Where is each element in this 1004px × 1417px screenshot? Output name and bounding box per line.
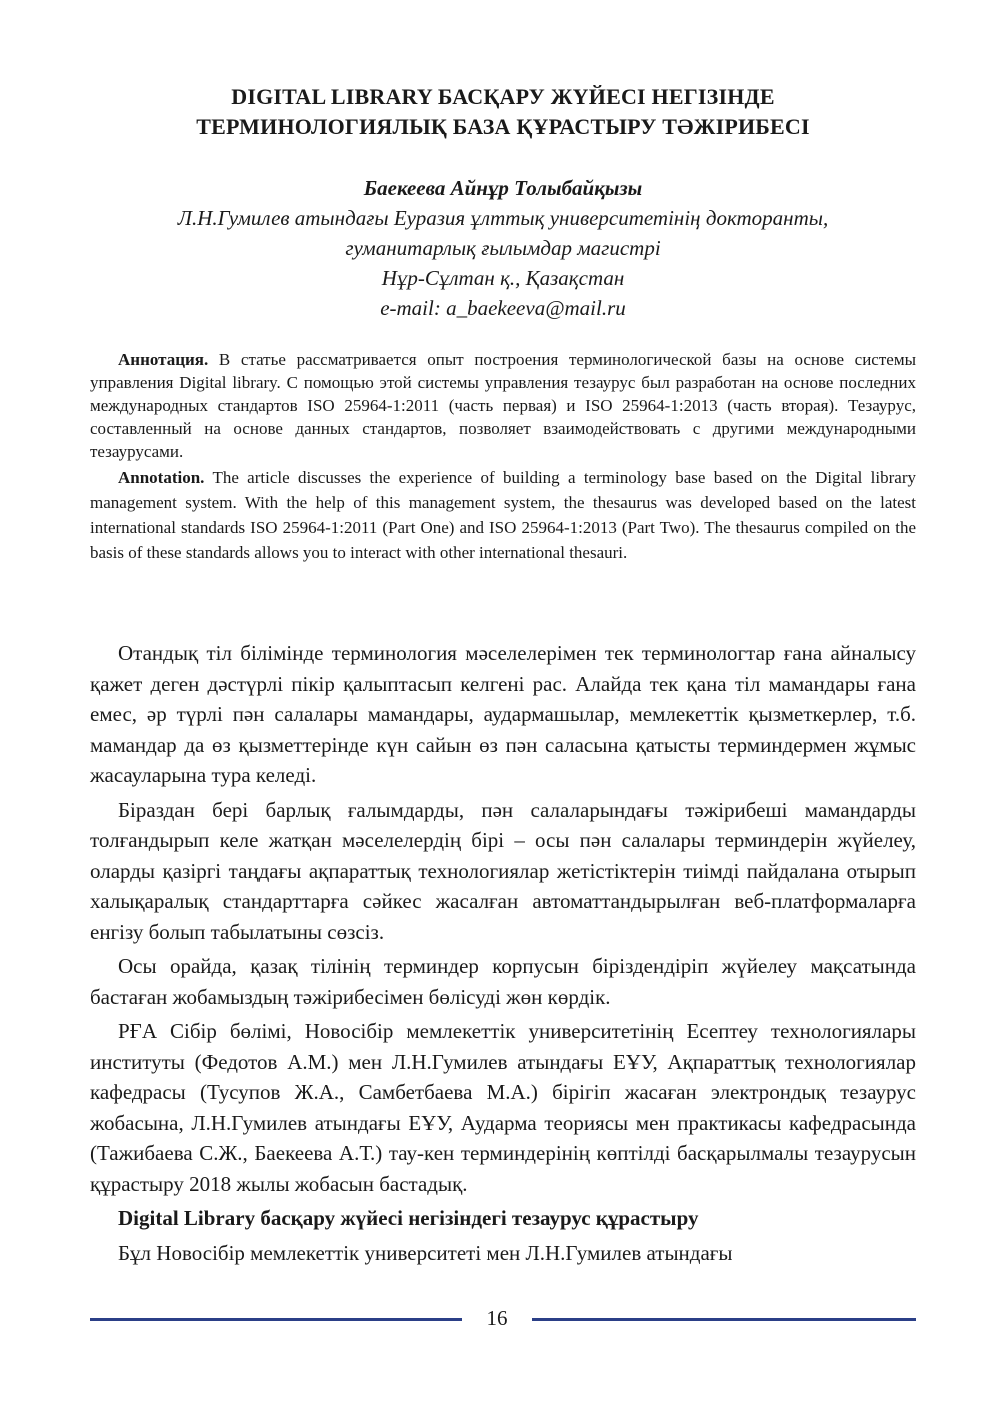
abstract-section: [90, 348, 916, 565]
author-affiliation-line-2: гуманитарлық ғылымдар магистрі: [345, 236, 661, 260]
author-location: Нұр-Сұлтан қ., Қазақстан: [381, 266, 625, 290]
body-paragraph-1: Отандық тіл білімінде терминология мәселелерімен тек терминологтар ғана айналысу қажет деген дәстүрлі пікір қалыптасып келгені рас. Алайда тек қана тіл мамандары ғана емес, әр түрлі пән салалары мамандары, аудармашылар, мемлекеттік қызметкерлер, т.б. мамандар да өз қызметтерінде күн сайын өз пән саласына қатысты терминдермен жұмыс жасауларына тура келеді.: [90, 641, 916, 787]
abstract-russian-label: Аннотация.: [118, 350, 209, 369]
abstract-english: [90, 465, 916, 565]
footer-rule-right: [532, 1318, 916, 1321]
section-heading: Digital Library басқару жүйесі негізіндегі тезаурус құрастыру: [118, 1206, 699, 1230]
title-line-1: DIGITAL LIBRARY БАСҚАРУ ЖҮЙЕСІ НЕГІЗІНДЕ: [231, 84, 775, 109]
body-paragraph-2: Біраздан бері барлық ғалымдарды, пән салаларындағы тәжірибеші мамандарды толғандырып келе жатқан мәселелердің бірі – осы пән салалары терминдерін жүйелеу, оларды қазіргі таңдағы ақпараттық технологиялар жетістіктерін тиімді пайдалана отырып халықаралық стандарттарға сәйкес жасалған автоматтандырылған веб-платформаларға енгізу болып табылатыны сөзсіз.: [90, 797, 916, 944]
article-body: [90, 638, 916, 1272]
author-affiliation-line-1: Л.Н.Гумилев атындағы Еуразия ұлттық университетінің докторанты,: [177, 206, 829, 230]
body-paragraph-3: Осы орайда, қазақ тілінің терминдер корпусын біріздендіріп жүйелеу мақсатында бастаған жобамыздың тәжірибесімен бөлісуді жөн көрдік.: [90, 954, 916, 1009]
page-number: 16: [486, 1306, 508, 1330]
abstract-russian: [90, 348, 916, 463]
footer-rule-left: [90, 1318, 462, 1321]
abstract-russian-text: В статье рассматривается опыт построения терминологической базы на основе системы управления Digital library. С помощью этой системы управления тезаурус был разработан на основе последних международных стандартов ISO 25964-1:2011 (часть первая) и ISO 25964-1:2013 (часть вторая). Тезаурус, составленный на основе данных стандартов, позволяет взаимодействовать с другими международными тезаурусами.: [90, 350, 916, 461]
page-footer: [90, 1303, 916, 1333]
author-block: [90, 173, 916, 323]
article-title: [90, 82, 916, 142]
author-email: e-mail: a_baekeeva@mail.ru: [380, 296, 626, 320]
body-paragraph-5: Бұл Новосібір мемлекеттік университеті мен Л.Н.Гумилев атындағы: [118, 1240, 733, 1265]
body-paragraph-4: РҒА Сібір бөлімі, Новосібір мемлекеттік университетінің Есептеу технологиялары институты (Федотов А.М.) мен Л.Н.Гумилев атындағы ЕҰУ, Ақпараттық технологиялар кафедрасы (Тусупов Ж.А., Самбетбаева М.А.) бірігіп жасаған электрондық тезаурус жобасына, Л.Н.Гумилев атындағы ЕҰУ, Аударма теориясы мен практикасы кафедрасында (Тажибаева С.Ж., Баекеева А.Т.) тау-кен терминдерінің көптілді басқарылмалы тезаурусын құрастыру 2018 жылы жобасын бастадық.: [90, 1019, 916, 1196]
abstract-english-label: Annotation.: [118, 468, 205, 487]
title-line-2: ТЕРМИНОЛОГИЯЛЫҚ БАЗА ҚҰРАСТЫРУ ТӘЖІРИБЕСІ: [196, 114, 810, 139]
author-name: Баекеева Айнұр Толыбайқызы: [363, 176, 643, 200]
abstract-english-text: The article discusses the experience of building a terminology base based on the Digital library management system. With the help of this management system, the thesaurus was developed based on the latest international standards ISO 25964-1:2011 (Part One) and ISO 25964-1:2013 (Part Two). The thesaurus compiled on the basis of these standards allows you to interact with other international thesauri.: [90, 468, 916, 562]
